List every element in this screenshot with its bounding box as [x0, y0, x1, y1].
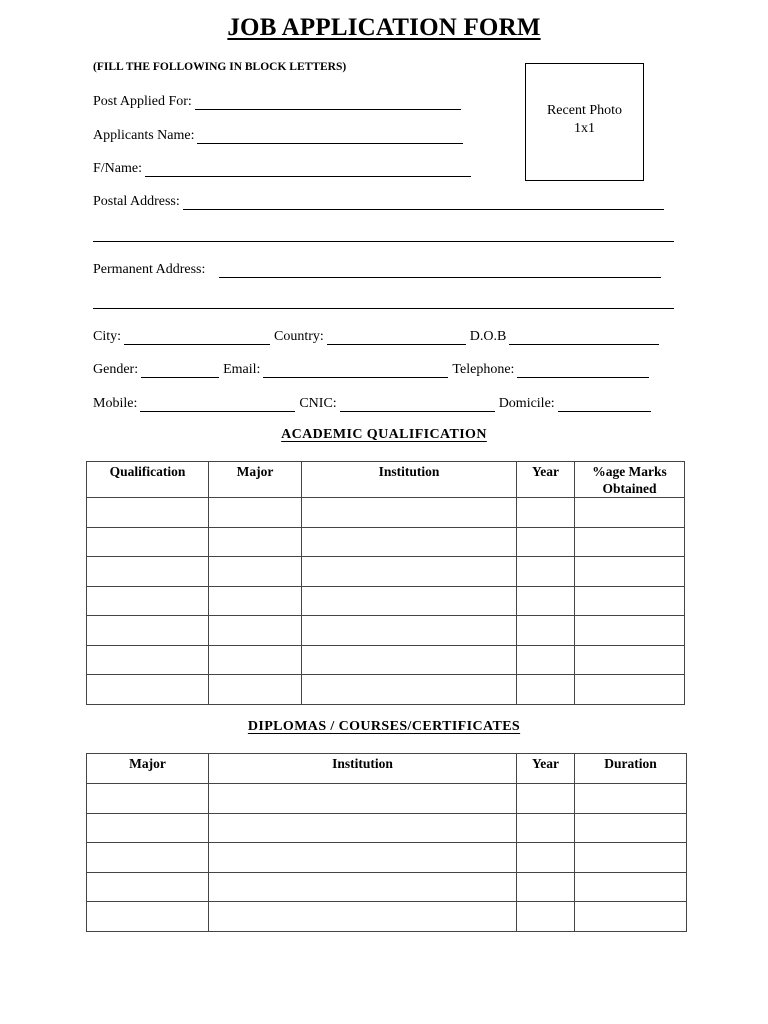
academic-table-cell[interactable] — [209, 675, 302, 705]
diplomas-table-cell[interactable] — [575, 902, 687, 932]
academic-table-cell[interactable] — [209, 586, 302, 616]
academic-table-cell[interactable] — [87, 586, 209, 616]
academic-table-cell[interactable] — [87, 616, 209, 646]
gender-email-telephone-row — [93, 358, 649, 378]
postal-address-field[interactable] — [183, 195, 664, 210]
academic-table-cell[interactable] — [517, 675, 575, 705]
diplomas-table-cell[interactable] — [575, 843, 687, 873]
academic-table-cell[interactable] — [517, 498, 575, 528]
diplomas-table-cell[interactable] — [517, 902, 575, 932]
academic-heading: ACADEMIC QUALIFICATION — [281, 427, 487, 442]
academic-header-row — [87, 462, 685, 498]
academic-col-year: Year — [517, 462, 575, 498]
academic-table-cell[interactable] — [302, 586, 517, 616]
diplomas-table-cell[interactable] — [209, 784, 517, 814]
applicant-name-label: Applicants Name: — [93, 128, 195, 143]
post-applied-label: Post Applied For: — [93, 94, 192, 109]
diplomas-col-year: Year — [517, 754, 575, 784]
cnic-field[interactable] — [340, 397, 495, 412]
academic-table-cell[interactable] — [575, 527, 685, 557]
academic-table-cell[interactable] — [575, 675, 685, 705]
dob-label: D.O.B — [469, 329, 507, 344]
domicile-label: Domicile: — [498, 396, 555, 411]
country-field[interactable] — [327, 330, 466, 345]
telephone-label: Telephone: — [452, 362, 515, 377]
academic-table — [86, 461, 685, 705]
mobile-label: Mobile: — [93, 396, 138, 411]
city-country-dob-row — [93, 325, 659, 345]
cnic-label: CNIC: — [299, 396, 337, 411]
domicile-field[interactable] — [558, 397, 651, 412]
academic-table-row — [87, 586, 685, 616]
diplomas-table-cell[interactable] — [575, 813, 687, 843]
academic-table-row — [87, 616, 685, 646]
diplomas-col-institution: Institution — [209, 754, 517, 784]
diplomas-table-cell[interactable] — [575, 784, 687, 814]
diplomas-heading: DIPLOMAS / COURSES/CERTIFICATES — [247, 719, 521, 734]
form-instruction: (FILL THE FOLLOWING IN BLOCK LETTERS) — [93, 61, 347, 73]
diplomas-table-cell[interactable] — [517, 843, 575, 873]
academic-table-cell[interactable] — [575, 645, 685, 675]
photo-box — [525, 63, 644, 181]
academic-table-cell[interactable] — [209, 616, 302, 646]
academic-table-cell[interactable] — [209, 527, 302, 557]
diplomas-table-cell[interactable] — [87, 902, 209, 932]
gender-field[interactable] — [141, 363, 219, 378]
academic-table-cell[interactable] — [209, 645, 302, 675]
father-name-label: F/Name: — [93, 161, 142, 176]
academic-table-cell[interactable] — [209, 498, 302, 528]
form-title: JOB APPLICATION FORM — [227, 14, 541, 41]
diplomas-col-major: Major — [87, 754, 209, 784]
photo-size-label: 1x1 — [574, 121, 595, 136]
photo-label: Recent Photo — [546, 103, 623, 118]
diplomas-table-cell[interactable] — [575, 872, 687, 902]
academic-col-major: Major — [209, 462, 302, 498]
academic-table-cell[interactable] — [209, 557, 302, 587]
diplomas-table-cell[interactable] — [209, 902, 517, 932]
academic-table-row — [87, 498, 685, 528]
academic-table-row — [87, 557, 685, 587]
diplomas-table-row — [87, 813, 687, 843]
postal-address-line-2[interactable] — [93, 241, 674, 242]
mobile-field[interactable] — [140, 397, 295, 412]
post-applied-field[interactable] — [195, 95, 461, 110]
diplomas-table-row — [87, 872, 687, 902]
academic-table-cell[interactable] — [87, 557, 209, 587]
academic-table-cell[interactable] — [302, 675, 517, 705]
diplomas-table-cell[interactable] — [87, 843, 209, 873]
academic-table-cell[interactable] — [302, 616, 517, 646]
diplomas-table-row — [87, 902, 687, 932]
diplomas-table-row — [87, 843, 687, 873]
mobile-cnic-domicile-row — [93, 392, 651, 412]
diplomas-col-duration: Duration — [575, 754, 687, 784]
academic-table-cell[interactable] — [87, 675, 209, 705]
country-label: Country: — [274, 329, 324, 344]
diplomas-header-row — [87, 754, 687, 784]
diplomas-table-cell[interactable] — [87, 813, 209, 843]
telephone-field[interactable] — [517, 363, 649, 378]
postal-address-label: Postal Address: — [93, 194, 180, 209]
applicant-name-field[interactable] — [197, 129, 463, 144]
academic-table-cell[interactable] — [575, 498, 685, 528]
academic-table-cell[interactable] — [517, 645, 575, 675]
academic-table-cell[interactable] — [302, 498, 517, 528]
diplomas-table-cell[interactable] — [517, 872, 575, 902]
permanent-address-label: Permanent Address: — [93, 262, 206, 277]
academic-table-row — [87, 645, 685, 675]
academic-table-cell[interactable] — [302, 557, 517, 587]
diplomas-table-cell[interactable] — [87, 872, 209, 902]
diplomas-table-cell[interactable] — [87, 784, 209, 814]
academic-table-cell[interactable] — [302, 645, 517, 675]
father-name-row — [93, 157, 471, 177]
diplomas-table-cell[interactable] — [209, 872, 517, 902]
email-field[interactable] — [263, 363, 448, 378]
academic-table-cell[interactable] — [87, 498, 209, 528]
father-name-field[interactable] — [145, 162, 471, 177]
city-field[interactable] — [124, 330, 270, 345]
academic-table-cell[interactable] — [87, 645, 209, 675]
academic-table-cell[interactable] — [517, 586, 575, 616]
applicant-name-row — [93, 124, 463, 144]
city-label: City: — [93, 329, 122, 344]
diplomas-table-cell[interactable] — [209, 843, 517, 873]
diplomas-table-cell[interactable] — [517, 813, 575, 843]
academic-table-cell[interactable] — [302, 527, 517, 557]
academic-table-cell[interactable] — [87, 527, 209, 557]
academic-table-cell[interactable] — [575, 616, 685, 646]
diplomas-table — [86, 753, 687, 932]
permanent-address-line-2[interactable] — [93, 308, 674, 309]
academic-col-institution: Institution — [302, 462, 517, 498]
academic-table-cell[interactable] — [517, 616, 575, 646]
gender-label: Gender: — [93, 362, 139, 377]
post-applied-row — [93, 90, 461, 110]
dob-field[interactable] — [509, 330, 659, 345]
permanent-address-row — [93, 258, 661, 278]
permanent-address-field[interactable] — [219, 263, 661, 278]
postal-address-row — [93, 190, 664, 210]
academic-table-cell[interactable] — [517, 527, 575, 557]
diplomas-table-cell[interactable] — [209, 813, 517, 843]
academic-table-cell[interactable] — [517, 557, 575, 587]
academic-col-marks: %age Marks Obtained — [575, 462, 685, 498]
academic-table-row — [87, 527, 685, 557]
academic-table-row — [87, 675, 685, 705]
diplomas-table-row — [87, 784, 687, 814]
email-label: Email: — [223, 362, 261, 377]
diplomas-table-cell[interactable] — [517, 784, 575, 814]
academic-col-qualification: Qualification — [87, 462, 209, 498]
academic-table-cell[interactable] — [575, 586, 685, 616]
academic-table-cell[interactable] — [575, 557, 685, 587]
